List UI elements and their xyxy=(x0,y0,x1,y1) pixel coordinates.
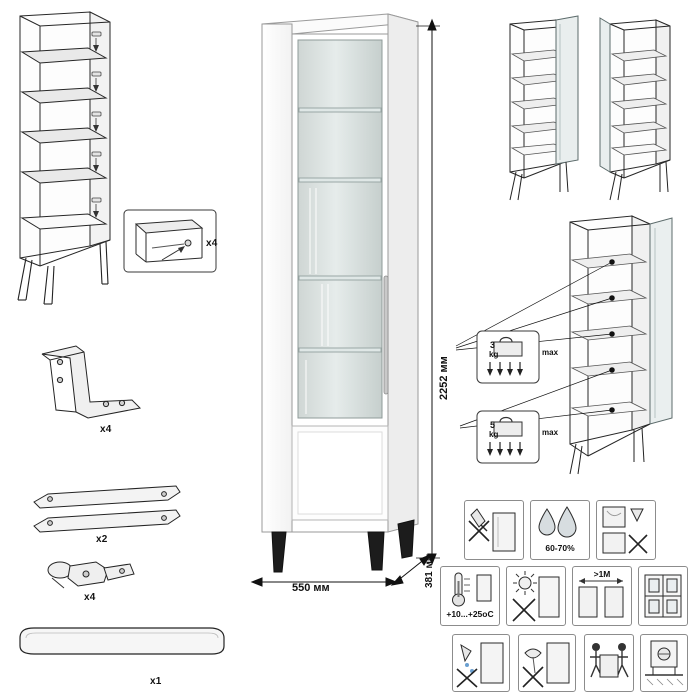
qty-corner-bracket: х4 xyxy=(100,424,112,435)
cabinet-load-view xyxy=(556,212,686,482)
cabinet-open-right-view xyxy=(596,14,686,194)
load-max-5: max xyxy=(542,428,559,437)
load-value-5: 5 xyxy=(490,420,496,430)
no-window-placement-icon xyxy=(638,566,688,626)
temperature-caption: +10...+25оC xyxy=(446,609,494,619)
dimension-width: 550 мм xyxy=(292,582,330,594)
load-badge-5kg xyxy=(476,410,540,464)
exploded-cabinet-left xyxy=(8,8,138,308)
qty-shelf-pin: х4 xyxy=(206,238,218,249)
handle-part xyxy=(14,626,234,678)
qty-handle: х1 xyxy=(150,676,162,687)
qty-hinge: х4 xyxy=(84,592,96,603)
load-max-3: max xyxy=(542,348,559,357)
load-badge-3kg xyxy=(476,330,540,384)
no-liquids-icon xyxy=(452,634,510,692)
two-person-carry-icon xyxy=(584,634,634,692)
no-direct-sunlight-icon xyxy=(506,566,566,626)
distance-caption: >1М xyxy=(593,569,611,579)
load-unit-5: kg xyxy=(489,430,499,439)
no-hanging-icon xyxy=(518,634,576,692)
dimension-lines xyxy=(240,10,450,600)
load-unit-3: kg xyxy=(489,350,499,359)
humidity-caption: 60-70% xyxy=(545,543,575,553)
no-sharp-objects-icon xyxy=(464,500,524,560)
corner-bracket-part xyxy=(36,340,156,430)
level-floor-icon xyxy=(640,634,688,692)
dimension-height: 2252 мм xyxy=(438,356,450,400)
dimension-depth: 381 мм xyxy=(424,553,435,588)
cabinet-open-left-view xyxy=(500,14,586,194)
qty-flat-bar: х2 xyxy=(96,534,108,545)
load-value-3: 3 xyxy=(490,340,496,350)
no-wet-cloth-icon xyxy=(596,500,656,560)
flat-bar-part xyxy=(30,482,180,542)
